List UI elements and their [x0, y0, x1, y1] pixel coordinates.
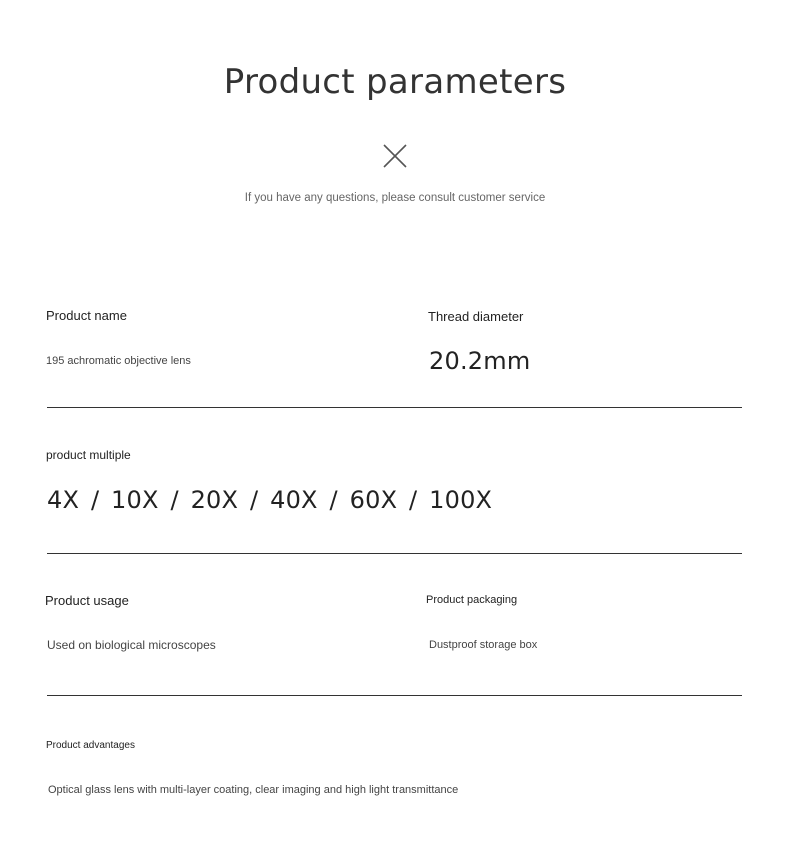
consult-service-note: If you have any questions, please consult customer service	[244, 192, 546, 204]
product-name-label: Product name	[46, 308, 127, 323]
product-advantages-label: Product advantages	[46, 740, 135, 751]
product-usage-label: Product usage	[45, 593, 129, 608]
product-packaging-label: Product packaging	[426, 594, 518, 606]
thread-diameter-value: 20.2mm	[429, 347, 531, 375]
product-multiple-label: product multiple	[46, 448, 131, 462]
product-name-value: 195 achromatic objective lens	[46, 355, 191, 367]
product-multiple-value: 4X / 10X / 20X / 40X / 60X / 100X	[47, 486, 493, 514]
close-icon[interactable]	[383, 144, 407, 168]
thread-diameter-label: Thread diameter	[428, 309, 524, 324]
divider-1	[47, 407, 742, 408]
page-title: Product parameters	[223, 62, 567, 102]
product-advantages-value: Optical glass lens with multi-layer coating, clear imaging and high light transmittance	[48, 784, 459, 796]
divider-2	[47, 553, 742, 554]
divider-3	[47, 695, 742, 696]
product-packaging-value: Dustproof storage box	[429, 639, 538, 651]
product-usage-value: Used on biological microscopes	[47, 638, 216, 652]
